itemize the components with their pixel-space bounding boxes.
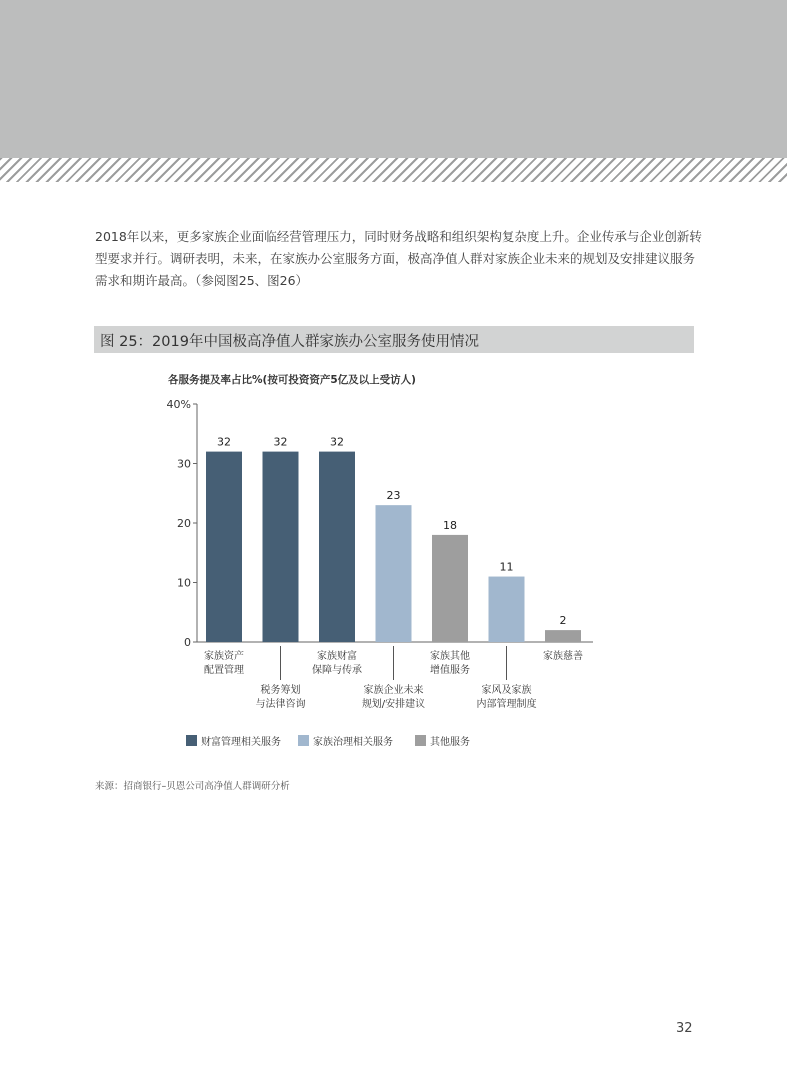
source-note: 来源：招商银行–贝恩公司高净值人群调研分析: [95, 781, 290, 792]
bar: [263, 452, 299, 642]
y-tick-label: 10: [177, 576, 191, 590]
figure-title: 图 25：2019年中国极高净值人群家族办公室服务使用情况: [100, 334, 479, 350]
y-tick-label: 30: [177, 457, 191, 471]
bar: [206, 452, 242, 642]
bar-value-label: 18: [443, 518, 457, 532]
x-category-label: 家族财富: [317, 651, 357, 662]
x-category-label: 内部管理制度: [476, 699, 537, 710]
bar-value-label: 2: [559, 614, 567, 628]
bar: [489, 577, 525, 642]
legend-swatch: [186, 735, 197, 746]
chart-title: 各服务提及率占比%(按可投资资产5亿及以上受访人): [168, 374, 416, 386]
bar-value-label: 11: [499, 560, 514, 574]
legend-swatch: [415, 735, 426, 746]
legend-label: 其他服务: [430, 737, 470, 748]
bar-value-label: 32: [217, 435, 231, 449]
x-category-label: 家族企业未来: [363, 685, 424, 696]
x-category-label: 税务筹划: [260, 685, 301, 696]
x-category-label: 家风及家族: [481, 685, 532, 696]
x-category-label: 与法律咨询: [255, 699, 306, 710]
bar: [545, 630, 581, 642]
y-tick-label: 0: [184, 636, 191, 649]
x-category-label: 家族资产: [204, 651, 244, 662]
bar: [432, 535, 468, 642]
bar-value-label: 32: [273, 435, 288, 449]
legend-label: 财富管理相关服务: [201, 737, 281, 748]
bar: [319, 452, 355, 642]
legend-swatch: [298, 735, 309, 746]
x-category-label: 规划/安排建议: [361, 699, 426, 710]
bar: [376, 505, 412, 642]
y-tick-label: 40%: [166, 398, 191, 411]
x-category-label: 家族慈善: [543, 651, 583, 662]
bar-value-label: 32: [330, 435, 344, 449]
page-number: 32: [676, 1021, 693, 1036]
y-tick-label: 20: [177, 517, 191, 530]
intro-paragraph: 2018年以来，更多家族企业面临经营管理压力，同时财务战略和组织架构复杂度上升。企业传承与企业创新转型要求并行。调研表明，未来，在家族办公室服务方面，极高净值人群对家族企业未来的规划及安排建议服务需求和期许最高。（参阅图25、图26）: [95, 229, 702, 288]
x-category-label: 增值服务: [430, 665, 470, 676]
x-category-label: 保障与传承: [312, 665, 362, 676]
x-category-label: 配置管理: [204, 665, 244, 676]
legend-label: 家族治理相关服务: [313, 737, 393, 748]
x-category-label: 家族其他: [430, 651, 470, 662]
bar-value-label: 23: [386, 489, 401, 503]
